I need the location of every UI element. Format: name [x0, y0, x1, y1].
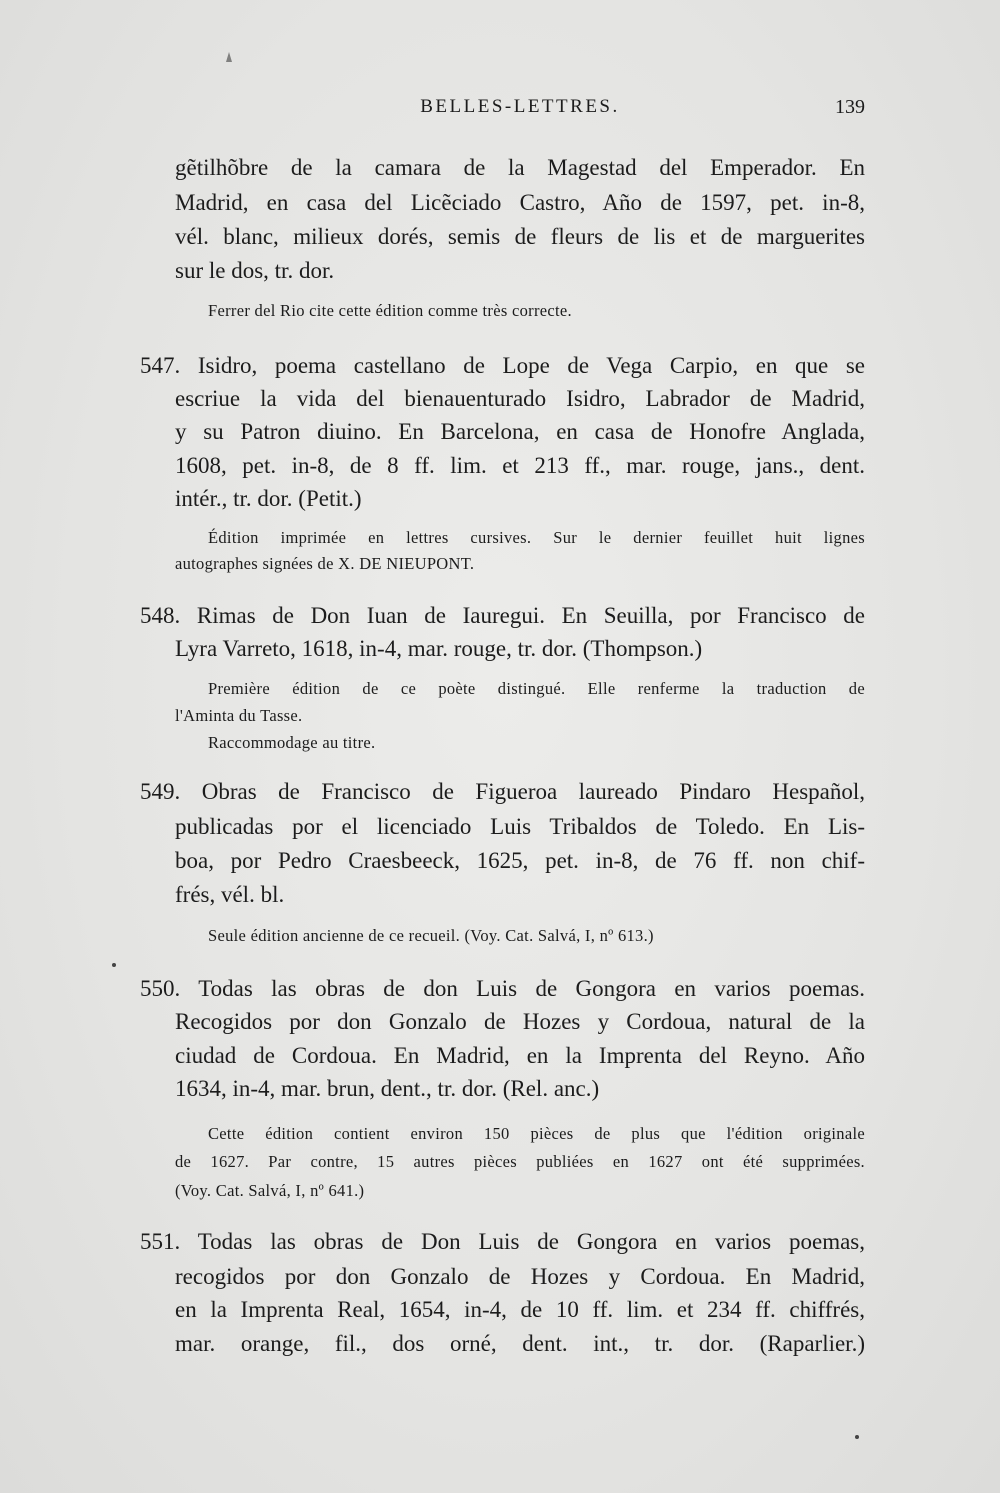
entry-547-line: escriue la vida del bienauenturado Isidro, Labrador de Madrid, — [175, 386, 865, 411]
entry-546-line: Madrid, en casa del Licẽciado Castro, Año de 1597, pet. in-8, — [175, 190, 865, 215]
ink-speck — [855, 1435, 859, 1439]
entry-547-note: Édition imprimée en lettres cursives. Sur le dernier feuillet huit lignes — [208, 528, 865, 547]
page-number: 139 — [835, 96, 865, 118]
entry-547-line: y su Patron diuino. En Barcelona, en casa de Honofre Anglada, — [175, 419, 865, 444]
entry-550-note: Cette édition contient environ 150 pièces de plus que l'édition originale — [208, 1124, 865, 1143]
entry-549-line: 549. Obras de Francisco de Figueroa laureado Pindaro Hespañol, — [140, 779, 865, 804]
entry-549-line: frés, vél. bl. — [175, 882, 285, 907]
entry-550-line: 550. Todas las obras de don Luis de Gongora en varios poemas. — [140, 976, 865, 1001]
entry-550-line: ciudad de Cordoua. En Madrid, en la Imprenta del Reyno. Año — [175, 1043, 865, 1068]
entry-551-line: recogidos por don Gonzalo de Hozes y Cordoua. En Madrid, — [175, 1264, 865, 1289]
entry-550-note: de 1627. Par contre, 15 autres pièces publiées en 1627 ont été supprimées. — [175, 1152, 865, 1171]
entry-546-line: gẽtilhõbre de la camara de la Magestad del Emperador. En — [175, 155, 865, 180]
entry-550-note: (Voy. Cat. Salvá, I, nº 641.) — [175, 1181, 365, 1200]
entry-549-note: Seule édition ancienne de ce recueil. (Voy. Cat. Salvá, I, nº 613.) — [208, 926, 654, 945]
entry-548-note: Première édition de ce poète distingué. Elle renferme la traduction de — [208, 679, 865, 698]
entry-550-line: 1634, in-4, mar. brun, dent., tr. dor. (Rel. anc.) — [175, 1076, 600, 1101]
printer-mark — [226, 52, 232, 62]
entry-550-line: Recogidos por don Gonzalo de Hozes y Cordoua, natural de la — [175, 1009, 865, 1034]
running-head-title: BELLES-LETTRES. — [420, 96, 620, 117]
entry-549-line: publicadas por el licenciado Luis Tribaldos de Toledo. En Lis- — [175, 814, 865, 839]
entry-548-line: 548. Rimas de Don Iuan de Iauregui. En Seuilla, por Francisco de — [140, 603, 865, 628]
entry-547-line: intér., tr. dor. (Petit.) — [175, 486, 362, 511]
entry-551-line: en la Imprenta Real, 1654, in-4, de 10 ff. lim. et 234 ff. chiffrés, — [175, 1297, 865, 1322]
entry-551-line: mar. orange, fil., dos orné, dent. int., tr. dor. (Raparlier.) — [175, 1331, 865, 1356]
entry-546-line: vél. blanc, milieux dorés, semis de fleurs de lis et de marguerites — [175, 224, 865, 249]
running-head — [175, 96, 865, 120]
ink-speck — [112, 963, 116, 967]
entry-551-line: 551. Todas las obras de Don Luis de Gongora en varios poemas, — [140, 1229, 865, 1254]
entry-547-line: 1608, pet. in-8, de 8 ff. lim. et 213 ff., mar. rouge, jans., dent. — [175, 453, 865, 478]
entry-548-note: Raccommodage au titre. — [208, 733, 376, 752]
entry-547-note: autographes signées de X. DE NIEUPONT. — [175, 554, 475, 573]
entry-549-line: boa, por Pedro Craesbeeck, 1625, pet. in-8, de 76 ff. non chif- — [175, 848, 865, 873]
entry-546-line: sur le dos, tr. dor. — [175, 258, 335, 283]
entry-548-line: Lyra Varreto, 1618, in-4, mar. rouge, tr. dor. (Thompson.) — [175, 636, 703, 661]
entry-548-note: l'Aminta du Tasse. — [175, 706, 303, 725]
entry-547-line: 547. Isidro, poema castellano de Lope de Vega Carpio, en que se — [140, 353, 865, 378]
entry-546-note: Ferrer del Rio cite cette édition comme très correcte. — [208, 301, 572, 320]
